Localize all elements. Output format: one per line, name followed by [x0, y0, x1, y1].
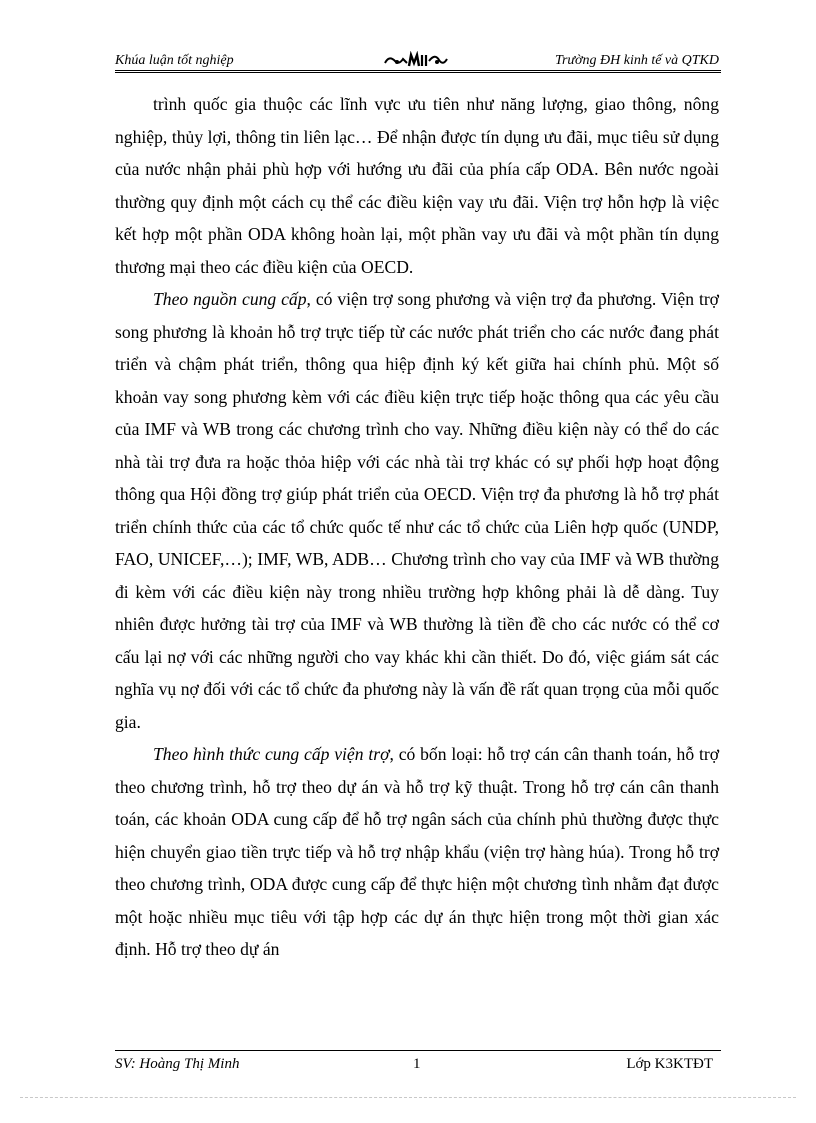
header-university-label: Trường ĐH kinh tế và QTKD: [554, 53, 719, 68]
paragraph-1: trình quốc gia thuộc các lĩnh vực ưu tiên như năng lượng, giao thông, nông nghiệp, thủy lợi, thông tin liên lạc… Để nhận được tín dụng ưu đãi, mục tiêu sử dụng của nước nhận phải phù hợp với hướng ưu đãi của phía cấp ODA. Bên nước ngoài thường quy định một cách cụ thể các điều kiện vay ưu đãi. Viện trợ hỗn hợp là việc kết hợp một phần ODA không hoàn lại, một phần vay ưu đãi và một phần tín dụng thương mại theo các điều kiện của OECD.: [115, 94, 719, 277]
header-divider: [115, 70, 721, 73]
paragraph-3-text: , có bốn loại: hỗ trợ cán cân thanh toán, hỗ trợ theo chương trình, hỗ trợ theo dự án và hỗ trợ kỹ thuật. Trong hỗ trợ cán cân thanh toán, các khoản ODA cung cấp để hỗ trợ ngân sách của chính phủ thường được thực hiện chuyển giao tiền trực tiếp và hỗ trợ nhập khẩu (viện trợ hàng húa). Trong hỗ trợ theo chương trình, ODA được cung cấp để thực hiện một chương tình nhằm đạt được một hoặc nhiều mục tiêu với tập hợp các dự án thực hiện trong một thời gian xác định. Hỗ trợ theo dự án: [115, 744, 719, 959]
header-thesis-label: Khúa luận tốt nghiệp: [115, 53, 234, 68]
page-number: 1: [413, 1056, 421, 1072]
page-footer: [115, 1056, 721, 1076]
paragraph-2: [115, 283, 719, 738]
paragraph-3: [115, 738, 719, 966]
footer-class-label: Lớp K3KTĐT: [626, 1056, 713, 1072]
footer-student-name: SV: Hoàng Thị Minh: [115, 1056, 240, 1072]
page-header: [115, 51, 721, 71]
decorative-ornament-icon: [383, 51, 449, 69]
paragraph-2-lead: Theo nguồn cung cấp: [153, 289, 307, 309]
paragraph-2-text: , có viện trợ song phương và viện trợ đa phương. Viện trợ song phương là khoản hỗ trợ trực tiếp từ các nước phát triển cho các nước đang phát triển và chậm phát triển, thông qua hiệp định ký kết giữa hai chính phủ. Một số khoản vay song phương kèm với các điều kiện trực tiếp hoặc thông qua các yêu cầu của IMF và WB trong các chương trình cho vay. Những điều kiện này có thể do các nhà tài trợ đưa ra hoặc thỏa hiệp với các nhà tài trợ khác có sự phối hợp hoạt động thông qua Hội đồng trợ giúp phát triển của OECD. Viện trợ đa phương là hỗ trợ phát triển chính thức của các tổ chức quốc tế như các tổ chức của Liên hợp quốc (UNDP, FAO, UNICEF,…); IMF, WB, ADB… Chương trình cho vay của IMF và WB thường đi kèm với các điều kiện này trong nhiều trường hợp không phải là dễ dàng. Tuy nhiên được hưởng tài trợ của IMF và WB thường là tiền đề cho các nước có thể cơ cấu lại nợ với các những người cho vay khác khi cần thiết. Do đó, việc giám sát các nghĩa vụ nợ đối với các tổ chức đa phương này là vấn đề rất quan trọng của mỗi quốc gia.: [115, 289, 719, 732]
paragraph-3-lead: Theo hình thức cung cấp viện trợ: [153, 744, 390, 764]
document-body: [115, 88, 719, 966]
page-bottom-boundary: [20, 1097, 796, 1098]
footer-divider: [115, 1050, 721, 1051]
